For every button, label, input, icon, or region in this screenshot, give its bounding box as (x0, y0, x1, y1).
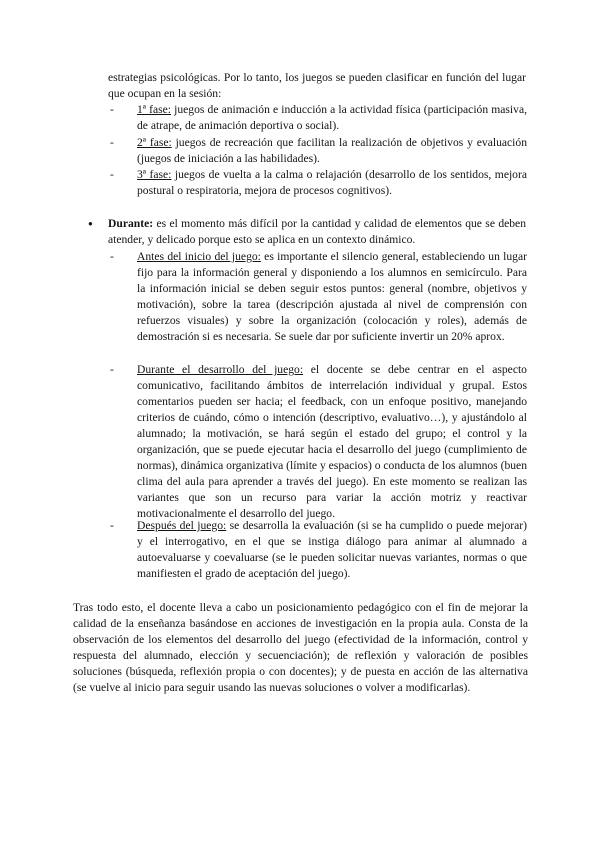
durante-item (88, 216, 526, 248)
intro-paragraph: estrategias psicológicas. Por lo tanto, los juegos se pueden clasificar en función del lugar que ocupan en la sesión: (108, 71, 526, 100)
dash-marker: - (110, 168, 114, 181)
stage-label: Durante el desarrollo del juego: (137, 363, 304, 376)
phase-label: 3ª fase: (137, 168, 172, 181)
phase-text: juegos de recreación que facilitan la realización de objetivos y evaluación (juegos de iniciación a las habilidades). (137, 136, 527, 165)
phase-text: juegos de animación e inducción a la actividad física (participación masiva, de atrape, de animación deportiva o social). (137, 103, 527, 132)
stage-label: Antes del inicio del juego: (137, 250, 261, 263)
phase-paragraph (137, 167, 527, 199)
dash-marker: - (110, 136, 114, 149)
stage-text: es importante el silencio general, estableciendo un lugar fijo para la información general y disponiendo a los alumnos en semicírculo. Para la información inicial se deben seguir estos puntos: general (nombre, objetivos y motivación), sobre la tarea (descripción ajustada al nivel de comprensión con refuerzos visuales) y sobre la organización (colocación y roles), además de demostración si es necesaria. Se suele dar por suficiente invertir un 20% aprox. (137, 250, 527, 343)
stage-item-before (110, 249, 527, 345)
phase-item-3 (110, 167, 527, 199)
durante-term: Durante: (108, 217, 154, 230)
phase-label: 1ª fase: (137, 103, 172, 116)
stage-paragraph (137, 518, 527, 582)
phase-label: 2ª fase: (137, 136, 172, 149)
bullet-icon: ● (88, 219, 93, 228)
stage-item-after (110, 518, 527, 582)
stage-paragraph (137, 362, 527, 522)
phase-paragraph (137, 135, 527, 167)
stage-label: Después del juego: (137, 519, 227, 532)
dash-marker: - (110, 250, 114, 263)
closing-paragraph: Tras todo esto, el docente lleva a cabo un posicionamiento pedagógico con el fin de mejorar la calidad de la enseñanza basándose en acciones de investigación en la propia aula. Consta de la observación de los elementos del desarrollo del juego (efectividad de la información, control y respuesta del alumnado, elección y secuenciación); de reflexión y valoración de posibles soluciones (búsqueda, reflexión propia o con docentes); y de puesta en acción de las alternativa (se vuelve al inicio para seguir usando las nuevas soluciones o volver a modificarlas). (73, 601, 528, 694)
phase-text: juegos de vuelta a la calma o relajación (desarrollo de los sentidos, mejora postural o respiratoria, mejora de procesos cognitivos). (137, 168, 527, 197)
stage-text: el docente se debe centrar en el aspecto comunicativo, facilitando ámbitos de interrelación individual y grupal. Estos comentarios pueden ser hacia; el feedback, con un enfoque positivo, manejando criterios de cuándo, cómo o intención (descriptivo, evaluativo…), y ajustándolo al alumnado; la motivación, se hará según el estado del grupo; el control y la organización, que se puede ejecutar hacia el desarrollo del juego (cumplimiento de normas), dinámica organizativa (límite y espacios) o conducta de los alumnos (buen clima del aula para aprender a través del juego). En este momento se realizan las variantes que son un recurso para variar la acción motriz y reactivar motivacionalmente el desarrollo del juego. (137, 363, 527, 520)
dash-marker: - (110, 519, 114, 532)
dash-marker: - (110, 363, 114, 376)
durante-paragraph (108, 216, 526, 248)
phase-item-2 (110, 135, 527, 167)
phase-paragraph (137, 102, 527, 134)
dash-marker: - (110, 103, 114, 116)
stage-item-during (110, 362, 527, 522)
stage-paragraph (137, 249, 527, 345)
phase-item-1 (110, 102, 527, 134)
stage-text: se desarrolla la evaluación (si se ha cumplido o puede mejorar) y el interrogativo, en el que se instiga diálogo para animar al alumnado a autoevaluarse y coevaluarse (se le pueden solicitar nuevas variantes, normas o que manifiesten el grado de aceptación del juego). (137, 519, 527, 580)
durante-text: es el momento más difícil por la cantidad y calidad de elementos que se deben atender, y delicado porque esto se aplica en un contexto dinámico. (108, 217, 526, 246)
